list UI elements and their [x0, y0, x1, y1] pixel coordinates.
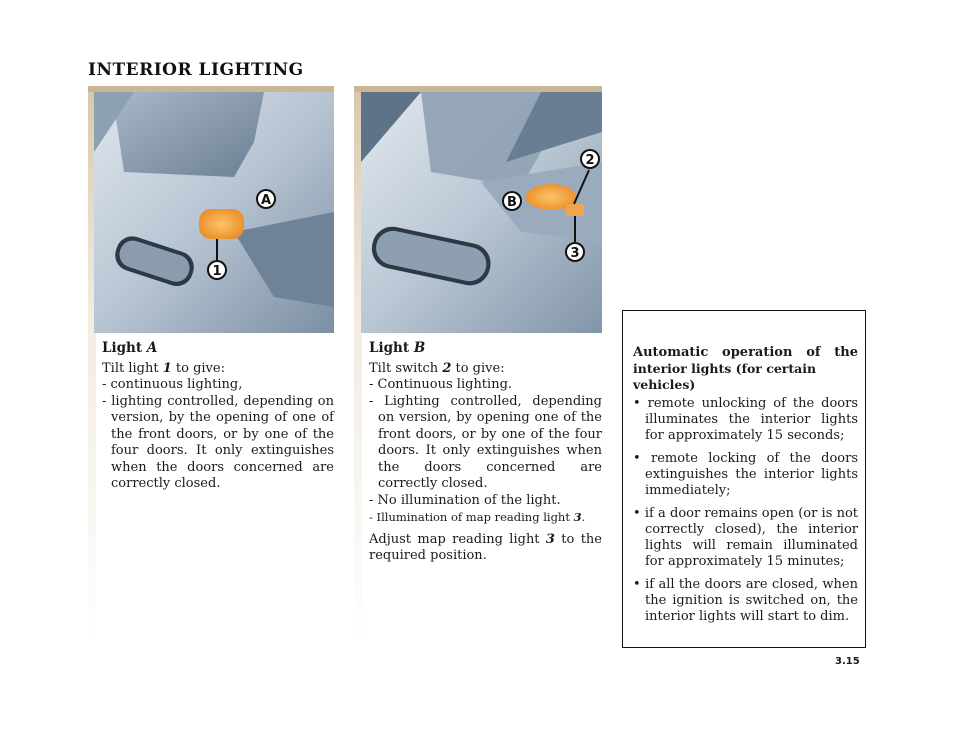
callout-a-label: A — [260, 193, 272, 208]
callout-2-marker — [580, 149, 600, 169]
adjust-instruction: Adjust map reading light 3 to the required position. — [369, 531, 602, 563]
callout-1-marker — [207, 260, 227, 280]
light-a-heading: Light A — [102, 340, 158, 356]
callout-b-marker — [502, 191, 522, 211]
light-b-heading: Light B — [369, 340, 426, 356]
callout-2-label: 2 — [585, 153, 595, 168]
automatic-title-line1: Automatic operation of the — [633, 345, 858, 360]
automatic-title-line2: interior lights (for certain vehicles) — [633, 361, 817, 392]
light-a-section — [102, 340, 334, 493]
list-item: - Continuous lighting. — [369, 377, 513, 392]
list-item: • if a door remains open (or is not correctly closed), the interior lights will remain illuminated for approximately 15 minutes; — [633, 506, 858, 569]
automatic-operation-box — [622, 310, 866, 648]
page-title: INTERIOR LIGHTING — [88, 60, 304, 80]
light-b-section — [369, 340, 602, 565]
callout-3-marker — [565, 242, 585, 262]
page-number: 3.15 — [835, 656, 860, 667]
light-b-photo — [361, 92, 602, 333]
callout-b-label: B — [507, 195, 517, 210]
light-a-photo — [94, 92, 334, 333]
light-b-intro: Tilt switch 2 to give: — [369, 360, 505, 376]
list-item: • remote unlocking of the doors illuminates the interior lights for approximately 15 seconds; — [633, 396, 858, 443]
light-a-intro: Tilt light 1 to give: — [102, 360, 225, 376]
callout-a-marker — [256, 189, 276, 209]
list-item: - Illumination of map reading light 3. — [369, 510, 586, 524]
list-item: • remote locking of the doors extinguishes the interior lights immediately; — [633, 451, 858, 498]
list-item: - No illumination of the light. — [369, 492, 561, 508]
list-item: - lighting controlled, depending on version, by the opening of one of the front doors, or by one of the four doors. It only extinguishes when the doors concerned are correctly closed. — [102, 393, 334, 491]
list-item: - continuous lighting, — [102, 377, 243, 392]
list-item: - Lighting controlled, depending on version, by opening one of the front doors, or by one of the four doors. It only extinguishes when the doors concerned are correctly closed. — [369, 393, 602, 491]
callout-1-label: 1 — [212, 264, 222, 279]
callout-3-label: 3 — [570, 246, 580, 261]
list-item: • if all the doors are closed, when the ignition is switched on, the interior lights will start to dim. — [633, 577, 858, 624]
